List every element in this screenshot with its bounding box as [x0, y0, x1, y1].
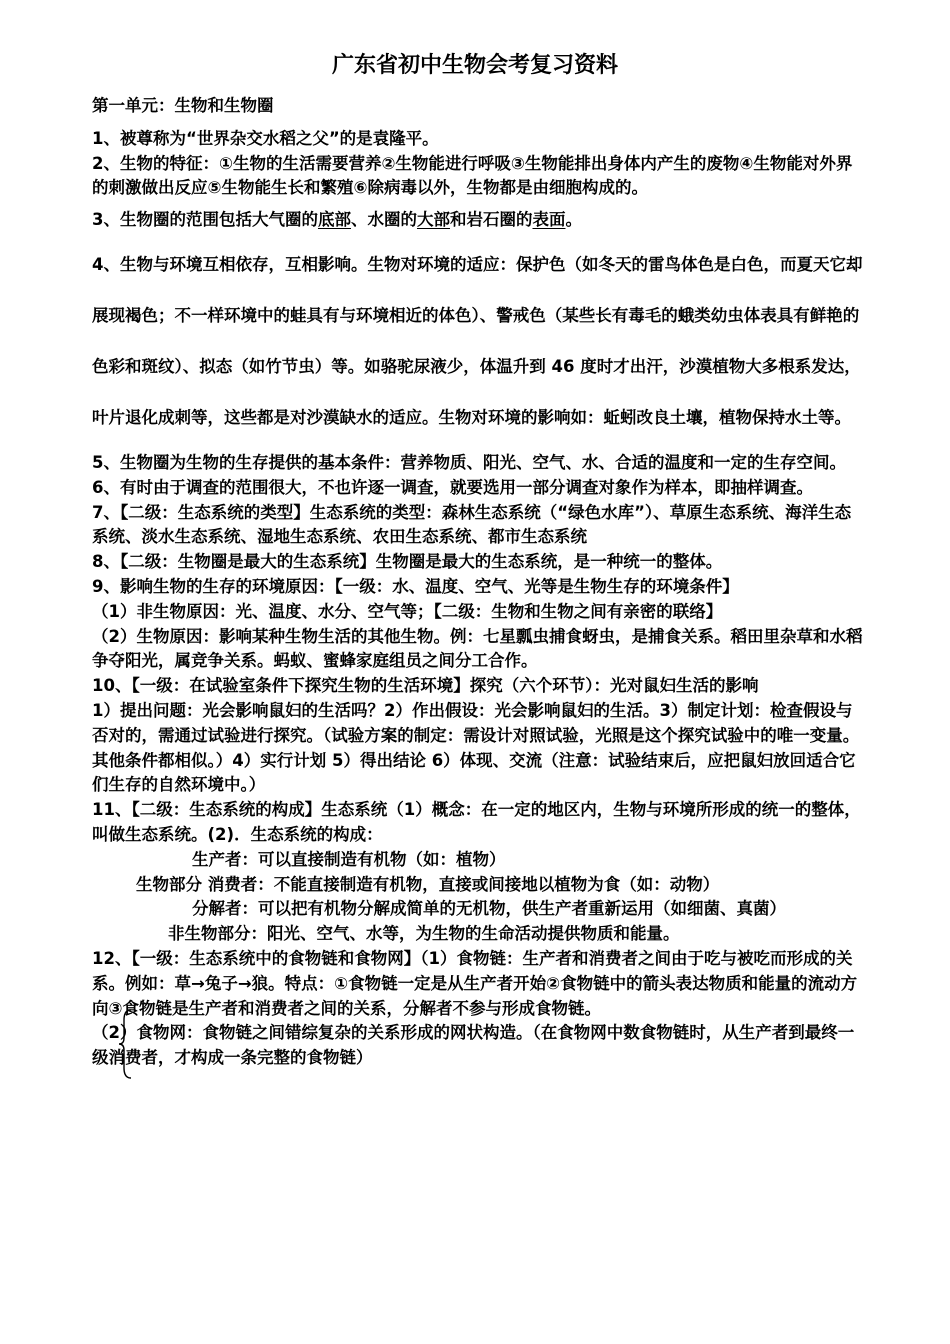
brace-icon	[118, 1008, 134, 1080]
paragraph-6: 6、有时由于调查的范围很大，不也许逐一调查，就要选用一部分调查对象作为样本，即抽样调查。	[92, 477, 813, 497]
paragraph-5: 5、生物圈为生物的生存提供的基本条件：营养物质、阳光、空气、水、合适的温度和一定的生存空间。	[92, 452, 846, 472]
underlined-term-bottom: 底部	[317, 210, 351, 230]
paragraph-3-text: 和岩石圈的	[449, 210, 533, 230]
consumer-line: 生物部分 消费者：不能直接制造有机物，直接或间接地以植物为食（如：动物）	[136, 874, 720, 894]
paragraph-12: 12、【一级：生态系统中的食物链和食物网】（1）食物链：生产者和消费者之间由于吃与被吃而形成的关系。例如：草→兔子→狼。特点：①食物链一定是从生产者开始②食物链中的箭头表达物质和能量的流动方向③食物链是生产者和消费者之间的关系，分解者不参与形成食物链。	[92, 948, 858, 1018]
paragraph-9: 9、影响生物的生存的环境原因：【一级：水、温度、空气、光等是生物生存的环境条件】	[92, 576, 739, 596]
producer-line: 生产者：可以直接制造有机物（如：植物）	[192, 849, 506, 869]
page-title: 广东省初中生物会考复习资料	[331, 53, 618, 78]
paragraph-3-text: 。	[565, 210, 582, 230]
underlined-term-most: 大部	[416, 210, 450, 230]
paragraph-12-foodweb: （2）食物网：食物链之间错综复杂的关系形成的网状构造。（在食物网中数食物链时，从生产者到最终一级消费者，才构成一条完整的食物链）	[92, 1023, 855, 1068]
paragraph-10: 10、【一级：在试验室条件下探究生物的生活环境】探究（六个环节）：光对鼠妇生活的影响	[92, 676, 759, 696]
paragraph-3-text: 、水圈的	[350, 210, 417, 230]
paragraph-3	[92, 208, 867, 233]
document-body	[92, 94, 867, 1071]
paragraph-7: 7、【二级：生态系统的类型】生态系统的类型：森林生态系统（“绿色水库”）、草原生态系统、海洋生态系统、淡水生态系统、湿地生态系统、农田生态系统、都市生态系统	[92, 502, 852, 547]
paragraph-11: 11、【二级：生态系统的构成】生态系统（1）概念：在一定的地区内，生物与环境所形成的统一的整体，叫做生态系统。(2)．生态系统的构成：	[92, 800, 861, 844]
paragraph-1: 1、被尊称为“世界杂交水稻之父”的是袁隆平。	[92, 128, 439, 148]
paragraph-3-text: 3、生物圈的范围包括大气圈的	[92, 210, 318, 230]
paragraph-8: 8、【二级：生物圈是最大的生态系统】生物圈是最大的生态系统，是一种统一的整体。	[92, 552, 723, 572]
paragraph-2: 2、生物的特征：①生物的生活需要营养②生物能进行呼吸③生物能排出身体内产生的废物④生物能对外界的刺激做出反应⑤生物能生长和繁殖⑥除病毒以外，生物都是由细胞构成的。	[92, 153, 853, 198]
abiotic-part-line: 非生物部分：阳光、空气、水等，为生物的生命活动提供物质和能量。	[168, 924, 680, 944]
underlined-term-surface: 表面	[532, 210, 566, 230]
decomposer-line: 分解者：可以把有机物分解成简单的无机物，供生产者重新运用（如细菌、真菌）	[192, 899, 786, 919]
paragraph-9-biotic: （2）生物原因：影响某种生物生活的其他生物。例：七星瓢虫捕食蚜虫，是捕食关系。稻田里杂草和水稻争夺阳光，属竞争关系。蚂蚁、蜜蜂家庭组员之间分工合作。	[92, 626, 863, 671]
paragraph-4: 4、生物与环境互相依存，互相影响。生物对环境的适应：保护色（如冬天的雷鸟体色是白色，而夏天它却展现褐色；不一样环境中的蛙具有与环境相近的体色）、警戒色（某些长有毒毛的蛾类幼虫体表具有鲜艳的色彩和斑纹）、拟态（如竹节虫）等。如骆驼尿液少，体温升到 46 度时才出汗，沙漠植物大多根系发达，叶片退化成刺等，这些都是对沙漠缺水的适应。生物对环境的影响如：蚯蚓改良土壤，植物保持水土等。	[92, 254, 863, 427]
unit-heading: 第一单元：生物和生物圈	[92, 96, 274, 115]
paragraph-10-steps: 1）提出问题：光会影响鼠妇的生活吗？2）作出假设：光会影响鼠妇的生活。3）制定计划：检查假设与否对的，需通过试验进行探究。（试验方案的制定：需设计对照试验，光照是这个探究试验中的唯一变量。其他条件都相似。）4）实行计划 5）得出结论 6）体现、交流（注意：试验结束后，应把鼠妇放回适合它们生存的自然环境中。）	[92, 700, 860, 795]
paragraph-9-abiotic: （1）非生物原因：光、温度、水分、空气等；【二级：生物和生物之间有亲密的联络】	[92, 601, 723, 621]
